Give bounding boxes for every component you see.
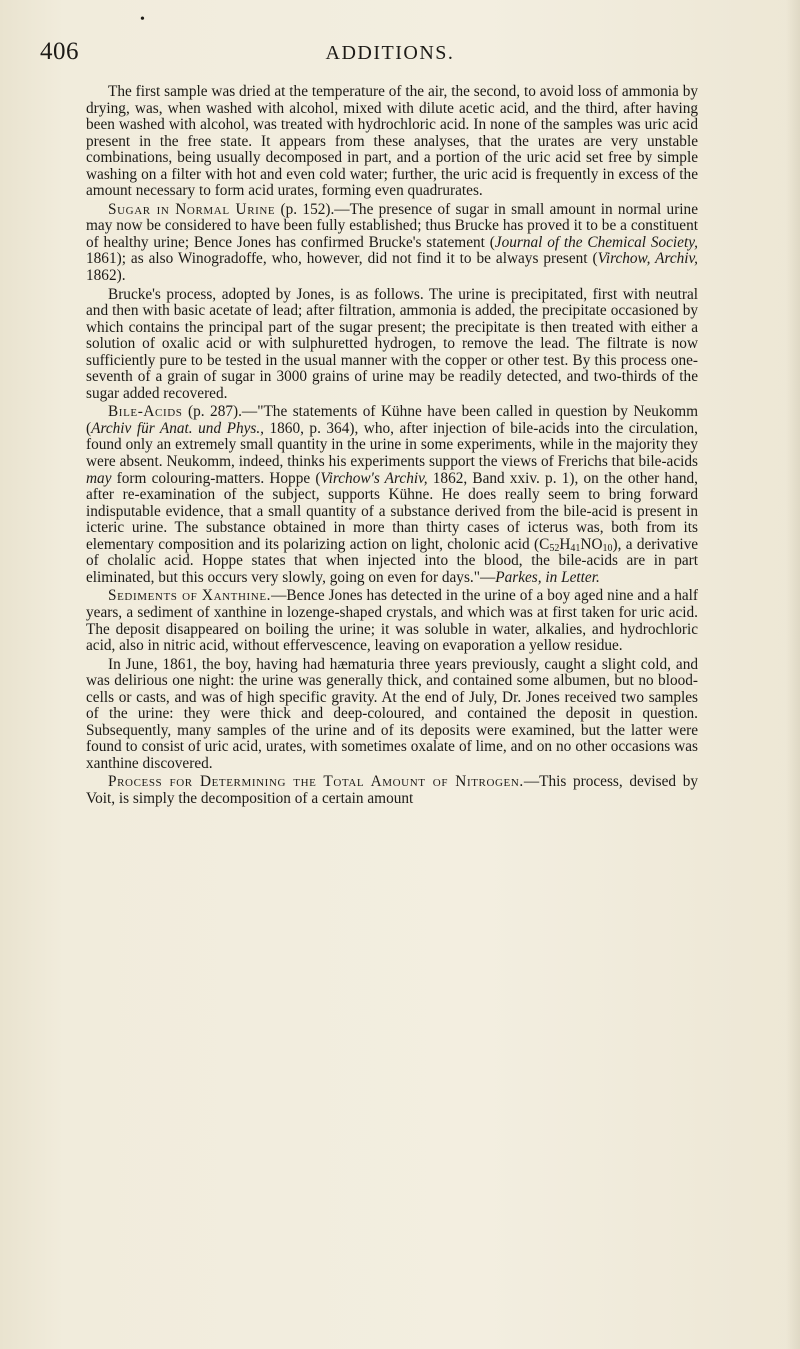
text-run: form colouring-matters. Hoppe ( bbox=[111, 469, 321, 487]
formula-subscript: 41 bbox=[570, 542, 581, 554]
text-run: (p. 287).—"The statements of Kühne have been called in question by Neukomm ( bbox=[86, 403, 698, 437]
text-run: 1860, p. 364), who, after injection of bile-acids into the circulation, found only an extremely small quantity in the urine in some experiments, while in the majority they were absent. Neukomm, indeed, thinks his experiments support the views of Frerichs that bile-acids bbox=[86, 419, 698, 471]
paragraph-brucke-process bbox=[86, 287, 698, 403]
section-heading: Process for Determining the Total Amount of Nitrogen. bbox=[108, 773, 524, 791]
formula-subscript: 10 bbox=[602, 542, 613, 554]
text-run: 1862, Band xxiv. p. 1), on the other hand, after re-examination of the subject, supports Kühne. He does really seem to bring forward indisputable evidence, that a small quantity of a substance derived from the bile-acid is present in icteric urine. The substance obtained in more than thirty cases of icterus was, both from its elementary composition and its polarizing action on light, cholonic acid (C bbox=[86, 469, 698, 553]
citation-italic: Archiv für Anat. und Phys., bbox=[91, 419, 264, 437]
print-mark: • bbox=[140, 12, 145, 27]
paragraph-text: The first sample was dried at the temperature of the air, the second, to avoid loss of ammonia by drying, was, when washed with alcohol, mixed with dilute acetic acid, and the third, after having been washed with alcohol, was treated with hydrochloric acid. In none of the samples was uric acid present in the free state. It appears from these analyses, that the urates are very unstable combinations, being usually decomposed in part, and a portion of the uric acid set free by simple washing on a filter with hot and even cold water; further, the uric acid is frequently in excess of the amount necessary to form acid urates, forming even quadrurates. bbox=[86, 83, 698, 200]
paragraph-urates bbox=[86, 84, 698, 200]
paragraph-bile-acids bbox=[86, 404, 698, 586]
body-text bbox=[86, 84, 698, 810]
text-run: H bbox=[559, 535, 571, 553]
section-heading: Sugar in Normal Urine bbox=[108, 200, 276, 218]
page-header bbox=[40, 12, 740, 68]
paragraph-sugar-in-normal-urine bbox=[86, 202, 698, 285]
paragraph-sediments-of-xanthine bbox=[86, 588, 698, 654]
text-run: —Bence Jones has detected in the urine of a boy aged nine and a half years, a sediment of xanthine in lozenge-shaped crystals, and which was at first taken for uric acid. The deposit disappeared on boiling the urine; it was soluble in water, alkalies, and hydrochloric acid, also in nitric acid, without effervescence, leaving on evaporation a yellow residue. bbox=[86, 587, 698, 655]
running-head: ADDITIONS. bbox=[325, 42, 455, 64]
formula-subscript: 52 bbox=[549, 542, 560, 554]
page-number: 406 bbox=[40, 38, 79, 65]
text-run: ), a derivative of cholalic acid. Hoppe states that when injected into the blood, the bile-acids are in part eliminated, but this occurs very slowly, going on even for days."— bbox=[86, 535, 699, 586]
emphasis-italic: may bbox=[86, 469, 112, 487]
citation-italic: Journal of the Chemical Society, bbox=[494, 233, 698, 251]
text-run: —This process, devised by Voit, is simply the decomposition of a certain amount bbox=[86, 773, 698, 807]
citation-italic: Virchow, Archiv, bbox=[597, 250, 699, 268]
attribution-italic: Parkes, in Letter. bbox=[495, 568, 600, 586]
paragraph-text: In June, 1861, the boy, having had hæmaturia three years previously, caught a slight cold, and was delirious one night: the urine was generally thick, and contained some albumen, but no blood-cells or casts, and was of high specific gravity. At the end of July, Dr. Jones received two samples of the urine: they were thick and deep-coloured, and contained the deposit in question. Subsequently, many samples of the urine and of its deposits were examined, but the latter were found to consist of uric acid, urates, with sometimes oxalate of lime, and on no other occasions was xanthine discovered. bbox=[86, 655, 698, 772]
page-edge-shadow bbox=[786, 0, 800, 1349]
paragraph-text: Brucke's process, adopted by Jones, is as follows. The urine is precipitated, first with neutral and then with basic acetate of lead; after filtration, ammonia is added, the precipitate occasioned by which contains the principal part of the sugar present; the precipitate is then treated with either a solution of oxalic acid or with sulphuretted hydrogen, to remove the lead. The filtrate is now sufficiently pure to be tested in the usual manner with the copper or other test. By this process one-seventh of a grain of sugar in 3000 grains of urine may be readily detected, and two-thirds of the sugar added recovered. bbox=[86, 285, 698, 402]
section-heading: Bile-Acids bbox=[108, 403, 183, 421]
section-heading: Sediments of Xanthine. bbox=[108, 587, 272, 605]
text-run: 1861); as also Winogradoffe, who, however, did not find it to be always present ( bbox=[86, 250, 598, 268]
paragraph-nitrogen-process bbox=[86, 774, 698, 807]
text-run: 1862). bbox=[86, 267, 126, 285]
text-run: NO bbox=[580, 535, 603, 553]
text-run: (p. 152).—The presence of sugar in small amount in normal urine may now be considered to have been fully established; thus Brucke has proved it to be a constituent of healthy urine; Bence Jones has confirmed Brucke's statement ( bbox=[86, 200, 698, 251]
citation-italic: Virchow's Archiv, bbox=[320, 469, 428, 487]
paragraph-case-history bbox=[86, 657, 698, 773]
